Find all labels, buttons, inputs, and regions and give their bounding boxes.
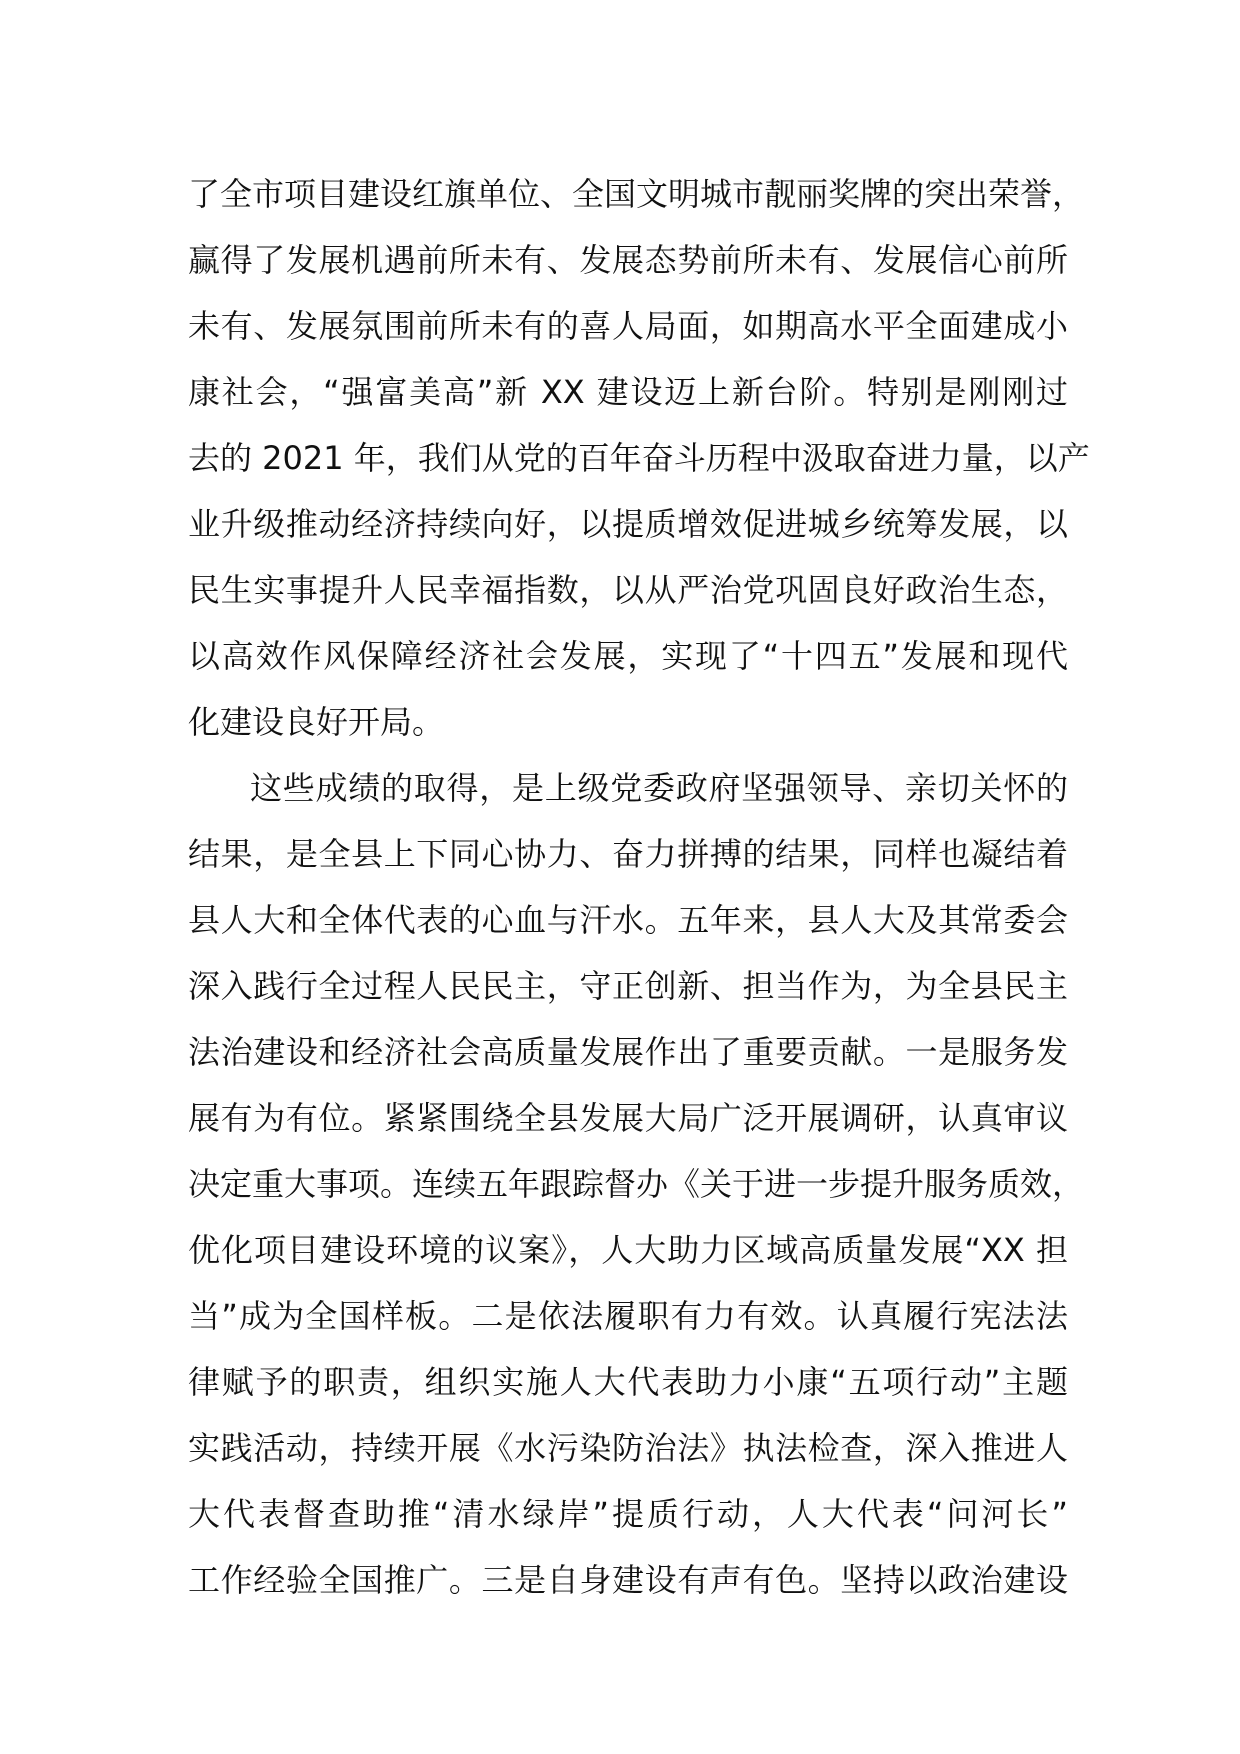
paragraph-line: 赢得了发展机遇前所未有、发展态势前所未有、发展信心前所 [188, 241, 1068, 279]
paragraph-line: 民生实事提升人民幸福指数，以从严治党巩固良好政治生态， [188, 571, 1068, 609]
paragraph-line: 优化项目建设环境的议案》，人大助力区域高质量发展“XX 担 [188, 1231, 1068, 1269]
paragraph-first-line: 这些成绩的取得，是上级党委政府坚强领导、亲切关怀的 [250, 769, 1068, 807]
paragraph-line: 了全市项目建设红旗单位、全国文明城市靓丽奖牌的突出荣誉， [188, 175, 1085, 213]
paragraph-line: 未有、发展氛围前所未有的喜人局面，如期高水平全面建成小 [188, 307, 1068, 345]
paragraph-line: 实践活动，持续开展《水污染防治法》执法检查，深入推进人 [188, 1429, 1068, 1467]
paragraph-line: 康社会，“强富美高”新 XX 建设迈上新台阶。特别是刚刚过 [188, 373, 1068, 411]
paragraph-line: 县人大和全体代表的心血与汗水。五年来，县人大及其常委会 [188, 901, 1068, 939]
paragraph-line: 决定重大事项。连续五年跟踪督办《关于进一步提升服务质效， [188, 1165, 1085, 1203]
paragraph-line: 去的 2021 年，我们从党的百年奋斗历程中汲取奋进力量，以产 [188, 439, 1090, 477]
paragraph-line: 工作经验全国推广。三是自身建设有声有色。坚持以政治建设 [188, 1561, 1068, 1599]
paragraph-line: 律赋予的职责，组织实施人大代表助力小康“五项行动”主题 [188, 1363, 1068, 1401]
paragraph-line: 以高效作风保障经济社会发展，实现了“十四五”发展和现代 [188, 637, 1068, 675]
paragraph-line: 化建设良好开局。 [188, 703, 445, 741]
paragraph-line: 展有为有位。紧紧围绕全县发展大局广泛开展调研，认真审议 [188, 1099, 1068, 1137]
paragraph-line: 业升级推动经济持续向好，以提质增效促进城乡统筹发展，以 [188, 505, 1068, 543]
paragraph-line: 当”成为全国样板。二是依法履职有力有效。认真履行宪法法 [188, 1297, 1068, 1335]
paragraph-line: 深入践行全过程人民民主，守正创新、担当作为，为全县民主 [188, 967, 1068, 1005]
paragraph-line: 结果，是全县上下同心协力、奋力拼搏的结果，同样也凝结着 [188, 835, 1068, 873]
paragraph-line: 法治建设和经济社会高质量发展作出了重要贡献。一是服务发 [188, 1033, 1068, 1071]
paragraph-line: 大代表督查助推“清水绿岸”提质行动，人大代表“问河长” [188, 1495, 1068, 1533]
